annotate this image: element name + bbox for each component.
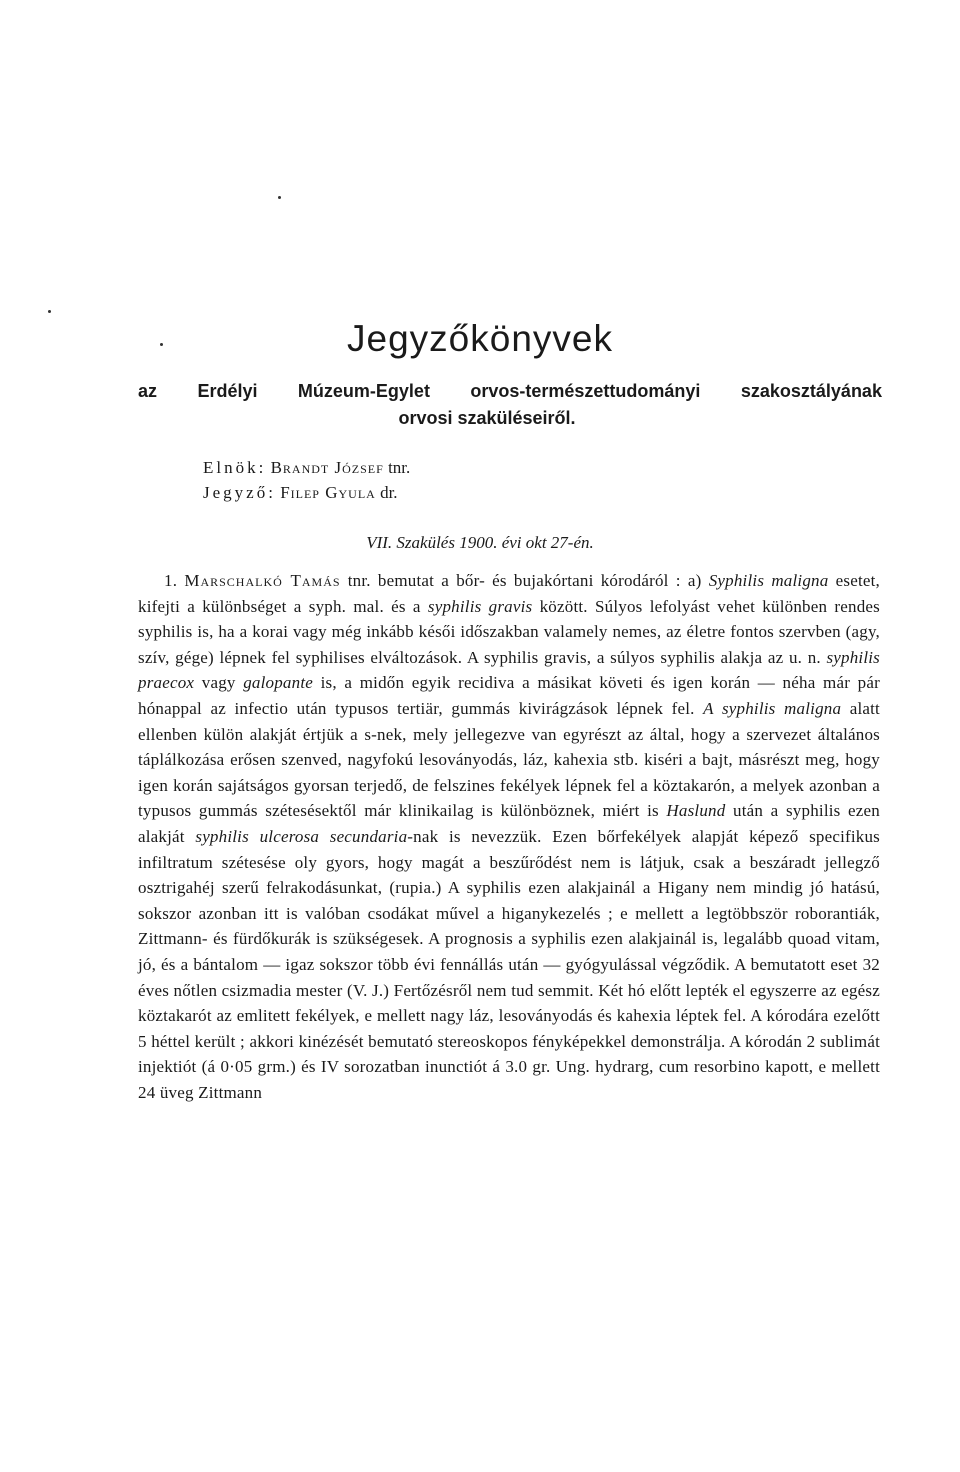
secretary-label: Jegyző: bbox=[203, 483, 276, 502]
president-line bbox=[203, 458, 410, 478]
page-title: Jegyzőkönyvek bbox=[347, 318, 613, 359]
text-run: között. Súlyos lefolyást vehet különben rendes syphilis is, ha a korai vagy még inkább késői időszakban valamely nemes, az életre fontos szervben (agy, szív, gége) lépnek fel syphilises elváltozások. A syphilis gravis, a súlyos syphilis alakja az u. n. bbox=[138, 596, 880, 667]
italic-term: syphilis praecox bbox=[138, 647, 880, 693]
president-title: tnr. bbox=[383, 458, 411, 477]
subtitle-line-1 bbox=[138, 381, 882, 402]
scan-speck bbox=[48, 310, 51, 313]
session-heading: VII. Szakülés 1900. évi okt 27-én. bbox=[366, 533, 594, 552]
scan-speck bbox=[278, 196, 281, 199]
text-run: vagy bbox=[194, 673, 244, 693]
italic-term: Syphilis maligna bbox=[708, 571, 829, 590]
president-label: Elnök: bbox=[203, 458, 267, 477]
text-run: is, a midőn egyik recidiva a másikat követi és igen korán — néha már pár hónappal az infectio után typusos tertiär, gummás kivirágzások lépnek fel. bbox=[138, 673, 880, 718]
subtitle-continuation: orvosi szaküléseiről. bbox=[398, 408, 576, 428]
italic-term: A syphilis maligna bbox=[703, 698, 842, 718]
scan-speck bbox=[160, 343, 163, 346]
secretary-title: dr. bbox=[375, 483, 398, 502]
secretary-line bbox=[203, 483, 398, 503]
body-text bbox=[138, 568, 880, 1105]
subtitle-line-2 bbox=[0, 408, 960, 429]
secretary-name: Filep Gyula bbox=[280, 483, 376, 502]
subtitle-word: orvos-természettudományi bbox=[470, 381, 701, 401]
text-run: alatt ellenben külön alakját értjük a s-nek, mely jellegezve van egyrészt az által, hogy a szervezet általános táplálkozása erősen szenved, nagyfokú lesoványodás, láz, kahexia stb. kiséri a bajt, másrészt meg, hogy igen korán sajátságos gyorsan terjedő, de felszines fekélyek lépnek fel a köztakarón, a melyek azonban a typusos gummás szétesésektől már klinikailag is különböznek, miért is bbox=[138, 698, 880, 821]
subtitle-word: szakosztályának bbox=[740, 381, 882, 401]
paragraph bbox=[138, 568, 880, 1105]
item-number: 1. bbox=[164, 571, 185, 590]
subtitle-word: az bbox=[138, 381, 158, 401]
text-run: tnr. bemutat a bőr- és bujakórtani kórodáról : a) bbox=[340, 571, 709, 590]
text-run: esetet, kifejti a különbséget a syph. mal. és a bbox=[138, 571, 880, 616]
italic-term: syphilis gravis bbox=[427, 596, 533, 616]
text-run: után a syphilis ezen alakját bbox=[138, 801, 880, 846]
italic-term: galopante bbox=[243, 673, 313, 693]
president-name: Brandt József bbox=[270, 458, 384, 477]
author-name: Marschalkó Tamás bbox=[184, 571, 341, 590]
subtitle-word: Erdélyi bbox=[197, 381, 258, 401]
italic-term: syphilis ulcerosa secundaria bbox=[195, 826, 408, 846]
text-run: -nak is nevezzük. Ezen bőrfekélyek alapját képező specifikus infiltratum szétesése oly gyors, hogy magát a beszűrődést nem is látjuk, csak a beszáradt jellegző osztrigahéj szerű felrakodásunkat, (rupia.) A syphilis ezen alakjainál a Higany nem mindig jó hatású, sokszor azonban itt is valóban csodákat művel a higanykezelés ; e mellett a legtöbbször roborantiák, Zittmann- és fürdőkurák is szükségesek. A prognosis a syphilis ezen alakjainál is, legalább quoad vitam, jó, és a bántalom — igaz sokszor több évi fennállás után — gyógyulással végződik. A bemutatott eset 32 éves nőtlen csizmadia mester (V. J.) Fertőzésről nem tud semmit. Két hó előtt lepték el egyszerre az egész köztakarót az emlitett fekélyek, e mellett nagy láz, lesoványodás és kahexia léptek fel. A kórodára ezelőtt 5 héttel került ; akkori kinézését bemutató stereoskopos fényképekkel demonstrálja. A kórodán 2 sublimát injektiót (á 0·05 grm.) és IV sorozatban inunctiót á 3.0 gr. Ung. hydrarg, cum resorbino kapott, e mellett 24 üveg Zittmann bbox=[138, 826, 880, 1102]
italic-term: Haslund bbox=[666, 801, 726, 821]
subtitle-word: Múzeum-Egylet bbox=[297, 381, 430, 401]
